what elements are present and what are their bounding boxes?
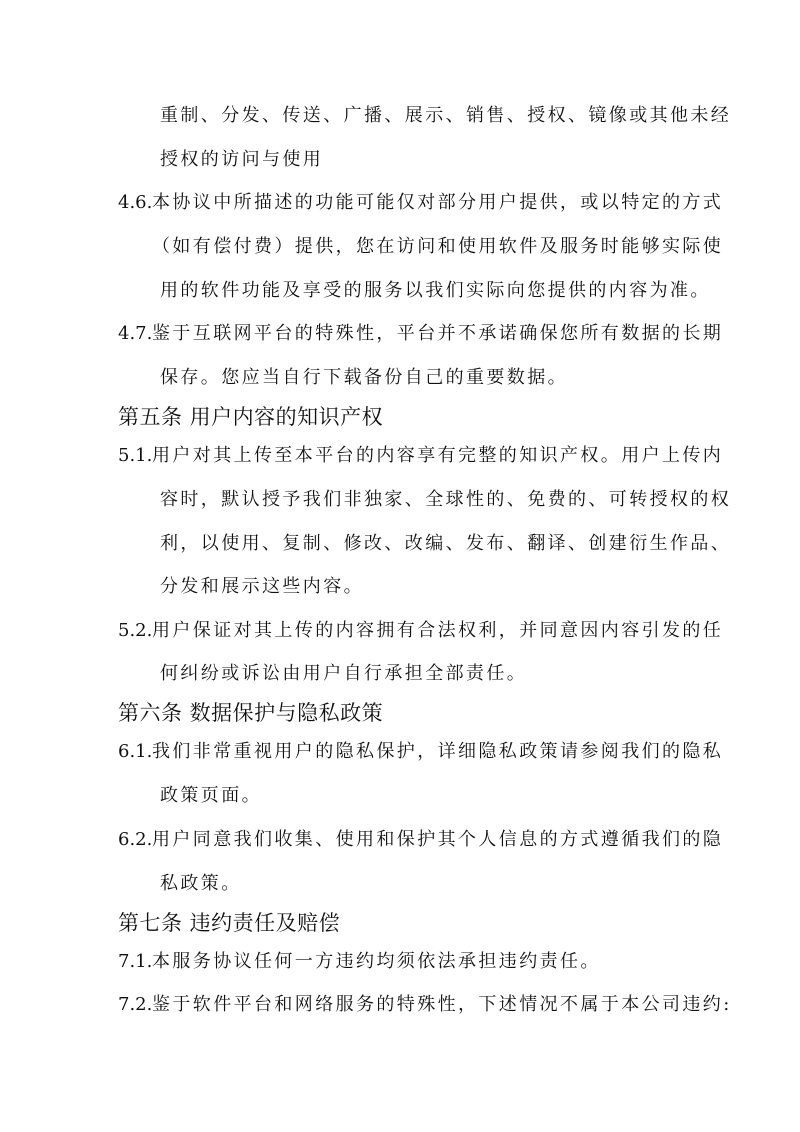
- clause-5-2-number: 5.2.: [118, 620, 153, 641]
- section-7-heading: 第七条 违约责任及赔偿: [118, 911, 341, 935]
- clause-5-1-line-2: 容时，默认授予我们非独家、全球性的、免费的、可转授权的权: [160, 489, 732, 510]
- clause-5-2-line-1: 用户保证对其上传的内容拥有合法权利，并同意因内容引发的任: [152, 620, 724, 641]
- clause-7-1-number: 7.1.: [118, 951, 153, 972]
- clause-6-1-line-2: 政策页面。: [160, 785, 262, 806]
- clause-5-2-line-2: 何纠纷或诉讼由用户自行承担全部责任。: [160, 663, 528, 684]
- clause-4-6-line-2: （如有偿付费）提供，您在访问和使用软件及服务时能够实际使: [152, 236, 724, 257]
- clause-4-5-continuation-line-2: 授权的访问与使用: [160, 149, 324, 170]
- clause-5-1-line-1: 用户对其上传至本平台的内容享有完整的知识产权。用户上传内: [152, 445, 724, 466]
- clause-5-1-line-3: 利，以使用、复制、修改、改编、发布、翻译、创建衍生作品、: [160, 533, 732, 554]
- clause-6-1-number: 6.1.: [118, 741, 153, 762]
- clause-6-2-number: 6.2.: [118, 829, 153, 850]
- clause-6-1-line-1: 我们非常重视用户的隐私保护，详细隐私政策请参阅我们的隐私: [152, 741, 724, 762]
- clause-4-7-number: 4.7.: [118, 323, 153, 344]
- clause-4-6-line-1: 本协议中所描述的功能可能仅对部分用户提供，或以特定的方式: [152, 192, 724, 213]
- clause-6-2-line-1: 用户同意我们收集、使用和保护其个人信息的方式遵循我们的隐: [152, 829, 724, 850]
- clause-4-6-number: 4.6.: [118, 192, 153, 213]
- clause-4-7-line-2: 保存。您应当自行下载备份自己的重要数据。: [160, 367, 568, 388]
- clause-5-1-number: 5.1.: [118, 445, 153, 466]
- clause-7-1-line-1: 本服务协议任何一方违约均须依法承担违约责任。: [152, 951, 601, 972]
- clause-4-7-line-1: 鉴于互联网平台的特殊性，平台并不承诺确保您所有数据的长期: [152, 323, 724, 344]
- clause-6-2-line-2: 私政策。: [160, 873, 242, 894]
- clause-7-2-line-1: 鉴于软件平台和网络服务的特殊性，下述情况不属于本公司违约:: [152, 994, 732, 1015]
- clause-5-1-line-4: 分发和展示这些内容。: [160, 576, 364, 597]
- clause-4-6-line-3: 用的软件功能及享受的服务以我们实际向您提供的内容为准。: [160, 280, 711, 301]
- section-5-heading: 第五条 用户内容的知识产权: [118, 405, 384, 429]
- section-6-heading: 第六条 数据保护与隐私政策: [118, 701, 384, 725]
- clause-7-2-number: 7.2.: [118, 994, 153, 1015]
- clause-4-5-continuation-line-1: 重制、分发、传送、广播、展示、销售、授权、镜像或其他未经: [160, 105, 732, 126]
